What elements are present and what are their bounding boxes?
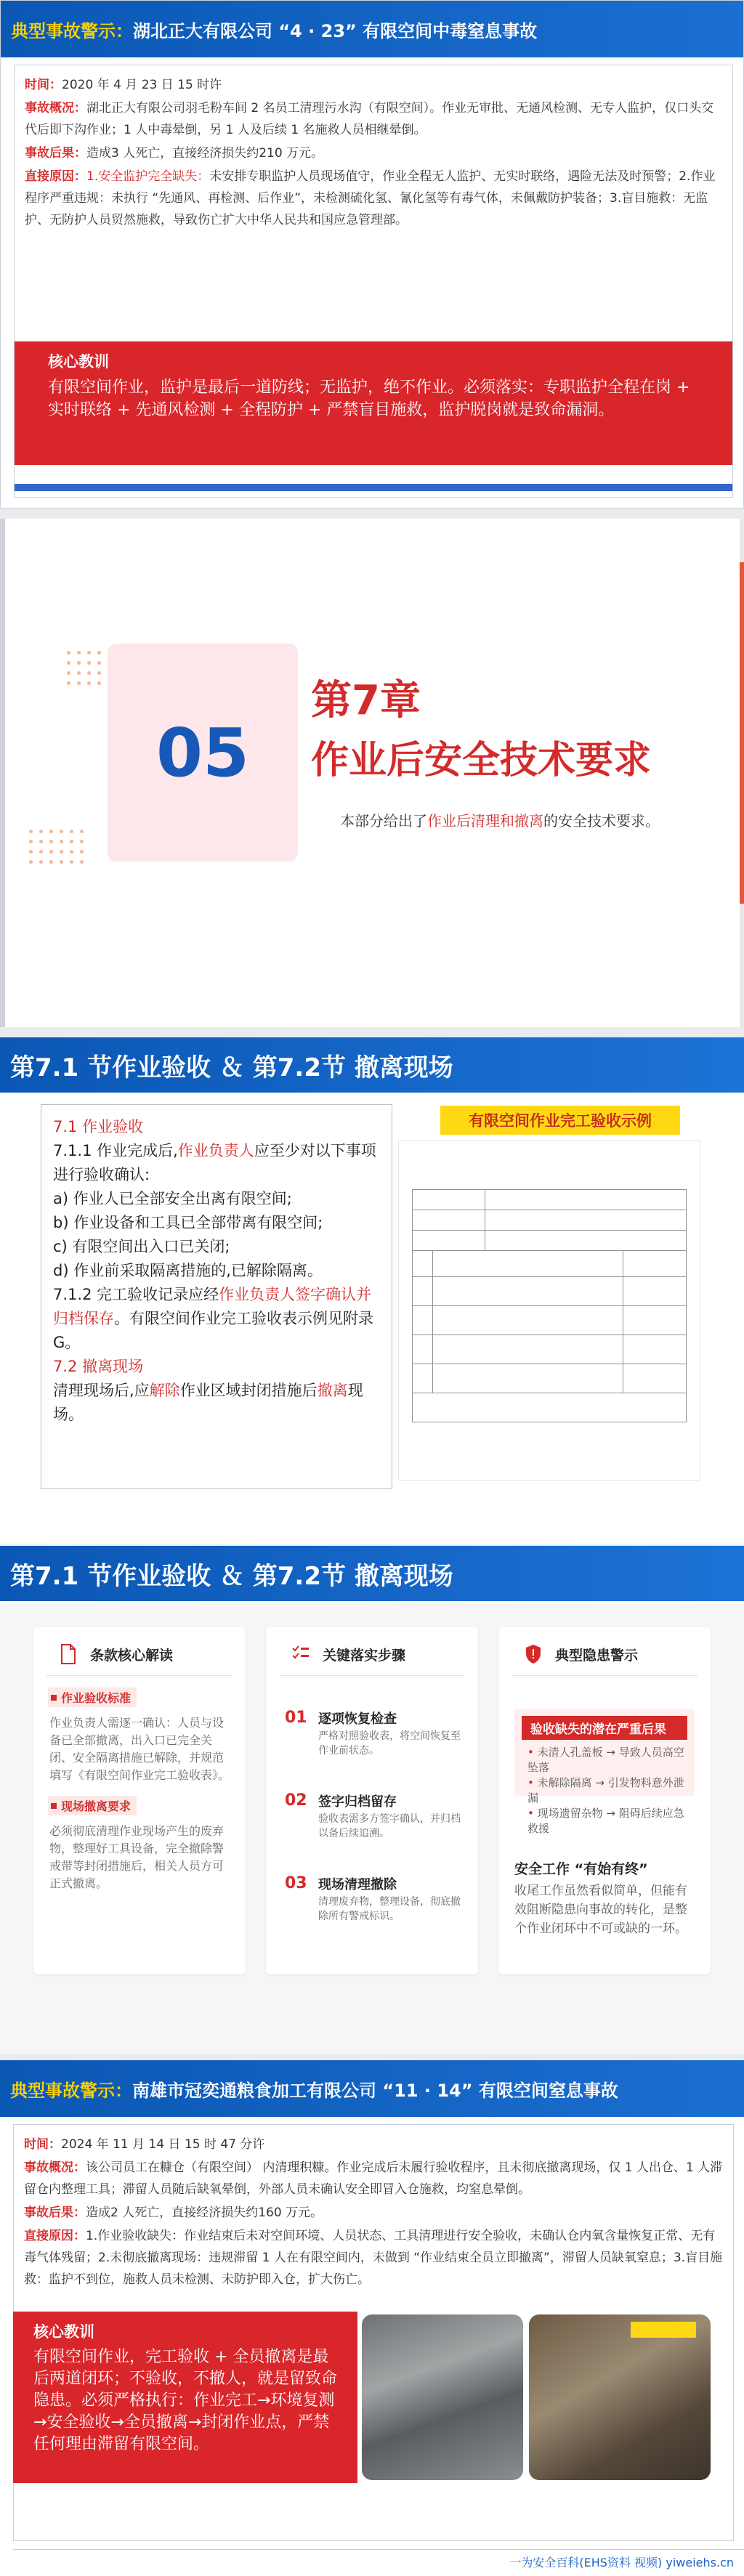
card2-title: 关键落实步骤: [323, 1647, 406, 1664]
list-item: • 未解除隔离 → 引发物料意外泄漏: [527, 1775, 695, 1806]
bottom-stripe: [15, 465, 732, 497]
lesson-panel-2: [13, 2312, 357, 2483]
footer-line: [13, 2549, 744, 2550]
slide-section-7-detail: [0, 1546, 744, 2054]
item-d: d) 作业前采取隔离措施的,已解除隔离。: [53, 1262, 323, 1279]
case-text: [15, 65, 732, 241]
card-clause-interpretation: [33, 1627, 246, 1974]
site-photo-2: [529, 2314, 711, 2480]
cause-point1: 1.安全监护完全缺失：: [86, 169, 210, 184]
overview-label: 事故概况：: [25, 101, 86, 116]
warning-text: 收尾工作虽然看似简单，但能有效阻断隐患向事故的转化，是整个作业闭环中不可或缺的一环。: [514, 1884, 687, 1936]
hazard-title: 验收缺失的潜在严重后果: [522, 1716, 687, 1740]
case-tag: 典型事故警示：: [10, 2080, 132, 2101]
list-item: • 现场遗留杂物 → 阻碍后续应急救援: [527, 1806, 695, 1836]
consequence-value: 造成3 人死亡，直接经济损失约210 万元。: [86, 146, 324, 161]
evacuation-text: 必须彻底清理作业现场产生的废弃物，整理好工具设备，完全撤除警戒带等封闭措施后，相关人员方可正式撤离。: [49, 1824, 225, 1890]
acceptance-text: 作业负责人需逐一确认：人员与设备已全部撤离，出入口已完全关闭、安全隔离措施已解除，并规范填写《有限空间作业完工验收表》。: [49, 1716, 230, 1782]
slide-section-7: [0, 1037, 744, 1544]
card3-title: 典型隐患警示: [555, 1647, 639, 1664]
right-bar-accent: [740, 562, 744, 904]
lesson-text: 有限空间作业，监护是最后一道防线；无监护，绝不作业。必须落实：专职监护全程在岗 + 实时联络 + 先通风检测 + 全程防护 + 严禁盲目施救，监护脱岗就是致命漏洞。: [48, 378, 690, 419]
card-hazard-warning: [498, 1627, 711, 1974]
slide-case-hubei: [0, 0, 744, 509]
case-tag: 典型事故警示：: [11, 20, 133, 41]
case-title: 湖北正大有限公司 “4 · 23” 有限空间中毒窒息事故: [133, 20, 538, 41]
lesson-text: 有限空间作业，完工验收 + 全员撤离是最后两道闭环；不验收，不撤人，就是留致命隐患。必须严格执行：作业完工→环境复测→安全验收→全员撤离→封闭作业点，严禁任何理由滞留有限空间。: [33, 2348, 338, 2453]
shield-warning-icon: [523, 1643, 543, 1665]
form-example-label: 有限空间作业完工验收示例: [440, 1106, 680, 1135]
chapter-number-card: [108, 644, 298, 862]
heading-7-1: 7.1 作业验收: [53, 1118, 144, 1135]
clause-7-1-1: 7.1.1 作业完成后,作业负责人应至少对以下事项进行验收确认:: [53, 1142, 376, 1183]
item-a: a) 作业人已全部安全出离有限空间;: [53, 1190, 292, 1207]
time-label: 时间：: [25, 78, 62, 92]
clause-7-1-2: 7.1.2 完工验收记录应经作业负责人签字确认并归档保存。有限空间作业完工验收表示例见附录 G。: [53, 1286, 373, 1351]
card1-title: 条款核心解读: [90, 1647, 174, 1664]
chapter-number: 05: [155, 713, 250, 792]
hazard-box: [514, 1709, 695, 1835]
lesson-panel: [15, 341, 732, 465]
clause-7-2: 清理现场后,应解除作业区域封闭措施后撤离现场。: [53, 1382, 363, 1423]
dot-pattern-bottom: [29, 830, 90, 870]
warning-title: 安全工作 “有始有终”: [514, 1861, 648, 1877]
time-value: 2020 年 4 月 23 日 15 时许: [62, 78, 222, 92]
consequence-label: 事故后果：: [25, 146, 86, 161]
hazard-list: [527, 1745, 695, 1836]
cause-label: 直接原因：: [25, 169, 86, 184]
heading-7-2: 7.2 撤离现场: [53, 1358, 144, 1375]
case-title: 南雄市冠奕通粮食加工有限公司 “11 · 14” 有限空间窒息事故: [132, 2080, 618, 2101]
clause-panel: [41, 1104, 392, 1489]
item-b: b) 作业设备和工具已全部带离有限空间;: [53, 1214, 323, 1231]
site-photo-1: [362, 2314, 523, 2480]
document-icon: [58, 1643, 78, 1665]
checklist-icon: [291, 1643, 311, 1665]
chapter-description: 本部分给出了作业后清理和撤离的安全技术要求。: [340, 812, 660, 830]
case-text-2: 时间：2024 年 11 月 14 日 15 时 47 分许 事故概况：该公司员工在糠仓（有限空间） 内清理积糠。作业完成后未履行验收程序，且未彻底撤离现场，仅 1 人出仓、1 人滞留仓内整理工具；滞留人员随后缺氧晕倒，外部人员未确认安全即冒入仓施救，均窒息晕倒。 事故后果：造成2 人死亡，直接经济损失约160 万元。 直接原因：1.作业验收缺失：作业结束后未对空间环境、人员状态、工具清理进行安全验收，未确认仓内氧含量恢复正常、无有毒气体残留；2.未彻底撤离现场：违规滞留 1 人在有限空间内，未做到 “作业结束全员立即撤离”，滞留人员缺氧窒息；3.盲目施救：监护不到位，施救人员未检测、未防护即入仓，扩大伤亡。: [24, 2137, 723, 2287]
overview-value: 湖北正大有限公司羽毛粉车间 2 名员工清理污水沟（有限空间）。作业无审批、无通风检测、无专人监护，仅口头交代后即下沟作业；1 人中毒晕倒，另 1 人及后续 1 名施救人员相继晕倒。: [25, 101, 714, 137]
slide-chapter-cover: [0, 519, 744, 1027]
case-banner-2: [0, 2060, 744, 2117]
left-bar: [0, 519, 5, 1027]
form-table-sketch: [412, 1167, 687, 1436]
lesson-title: 核心教训: [48, 353, 109, 370]
photo-tag: [631, 2322, 696, 2338]
sub-tag-acceptance: 作业验收标准: [48, 1688, 137, 1707]
card-key-steps: 关键落实步骤 01 逐项恢复检查 严格对照验收表，将空间恢复至作业前状态。 02 签字归档留存 验收表需多方签字确认，并归档以备后续追溯。 03 现场清理撤除 清理废弃物，整理设备，彻底撤除所有警戒标识。: [266, 1627, 478, 1974]
footer-watermark: 一为安全百科(EHS资料 视频) yiweiehs.cn: [509, 2556, 734, 2569]
chapter-name: 作业后安全技术要求: [311, 739, 652, 782]
list-item: • 未清人孔盖板 → 导致人员高空坠落: [527, 1745, 695, 1775]
case-content-box: [14, 65, 733, 498]
cause-value: 未安排专职监护人员现场值守，作业全程无人监护、无实时联络，遇险无法及时预警；2.作业程序严重违规：未执行 “先通风、再检测、后作业”，未检测硫化氢、氰化氢等有毒气体，未佩戴防护装备；3.盲目施救：无监护、无防护人员贸然施救，导致伤亡扩大中华人民共和国应急管理部。: [25, 169, 716, 227]
case-banner: [1, 1, 743, 57]
section-title: 第7.1 节作业验收 ＆ 第7.2节 撤离现场: [0, 1037, 744, 1093]
lesson-title: 核心教训: [33, 2323, 94, 2341]
chapter-label: 第7章: [311, 677, 421, 724]
item-c: c) 有限空间出入口已关闭;: [53, 1238, 230, 1255]
sub-tag-evacuation: 现场撤离要求: [48, 1796, 137, 1815]
form-example-image: [398, 1141, 700, 1481]
section-title-2: 第7.1 节作业验收 ＆ 第7.2节 撤离现场: [0, 1546, 744, 1601]
slide-case-nanxiong: [0, 2060, 744, 2576]
